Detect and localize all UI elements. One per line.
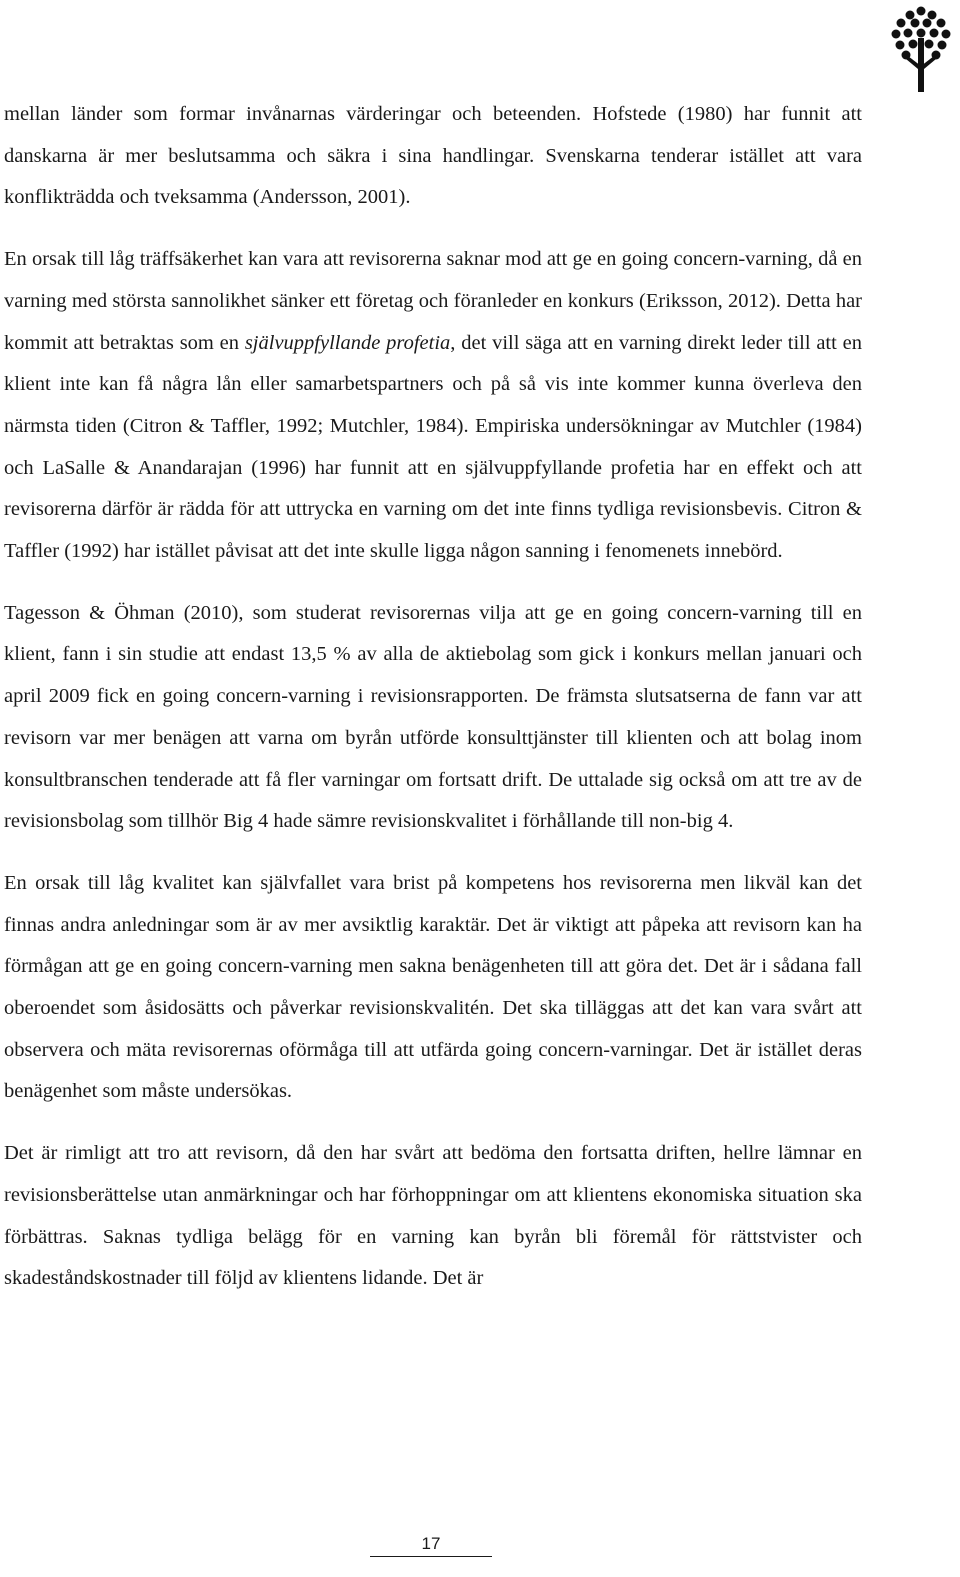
page-body bbox=[4, 94, 862, 1320]
paragraph bbox=[4, 239, 862, 573]
tree-logo-icon bbox=[888, 4, 954, 94]
paragraph bbox=[4, 1133, 862, 1300]
paragraph bbox=[4, 94, 862, 219]
paragraph-text: En orsak till låg träffsäkerhet kan vara att revisorerna saknar mod att ge en going concern-varning, då en varning med största sannolikhet sänker ett företag och föranleder en konkurs (Eriksson, 2012). Detta har kommit att betraktas som en bbox=[4, 248, 862, 354]
italic-term: självuppfyllande profetia bbox=[244, 331, 451, 354]
paragraph-text: Tagesson & Öhman (2010), som studerat revisorernas vilja att ge en going concern-varning till en klient, fann i sin studie att endast 13,5 % av alla de aktiebolag som gick i konkurs mellan januari och april 2009 fick en going concern-varning i revisionsrapporten. De främsta slutsatserna de fann var att revisorn var mer benägen att varna om byrån utförde konsulttjänster till klienten och att bolag inom konsultbranschen tenderade att få fler varningar om fortsatt drift. De uttalade sig också om att tre av de revisionsbolag som tillhör Big 4 hade sämre revisionskvalitet i förhållande till non-big 4. bbox=[4, 601, 862, 833]
paragraph-text: Det är rimligt att tro att revisorn, då den har svårt att bedöma den fortsatta driften, hellre lämnar en revisionsberättelse utan anmärkningar och har förhoppningar om att klientens ekonomiska situation ska förbättras. Saknas tydliga belägg för en varning kan byrån bli föremål för rättstvister och skadeståndskostnader till följd av klientens lidande. Det är bbox=[4, 1142, 862, 1290]
page-number: 17 bbox=[370, 1532, 492, 1557]
paragraph bbox=[4, 593, 862, 843]
paragraph-text: En orsak till låg kvalitet kan självfallet vara brist på kompetens hos revisorerna men likväl kan det finnas andra anledningar som är av mer avsiktlig karaktär. Det är viktigt att påpeka att revisorn kan ha förmågan att ge en going concern-varning men sakna benägenheten till att göra det. Det är i sådana fall oberoendet som åsidosätts och påverkar revisionskvalitén. Det ska tilläggas att det kan vara svårt att observera och mäta revisorernas oförmåga till att utfärda going concern-varningar. Det är istället deras benägenhet som måste undersökas. bbox=[4, 871, 862, 1103]
paragraph bbox=[4, 863, 862, 1113]
paragraph-text: mellan länder som formar invånarnas värderingar och beteenden. Hofstede (1980) har funnit att danskarna är mer beslutsamma och säkra i sina handlingar. Svenskarna tenderar istället att vara konflikträdda och tveksamma (Andersson, 2001). bbox=[4, 103, 862, 209]
paragraph-text: , det vill säga att en varning direkt leder till att en klient inte kan få några lån eller samarbetspartners och på så vis inte kommer kunna överleva den närmsta tiden (Citron & Taffler, 1992; Mutchler, 1984). Empiriska undersökningar av Mutchler (1984) och LaSalle & Anandarajan (1996) har funnit att en självuppfyllande profetia har en effekt och att revisorerna därför är rädda för att uttrycka en varning om det inte finns tydliga revisionsbevis. Citron & Taffler (1992) har istället påvisat att det inte skulle ligga någon sanning i fenomenets innebörd. bbox=[4, 331, 862, 563]
